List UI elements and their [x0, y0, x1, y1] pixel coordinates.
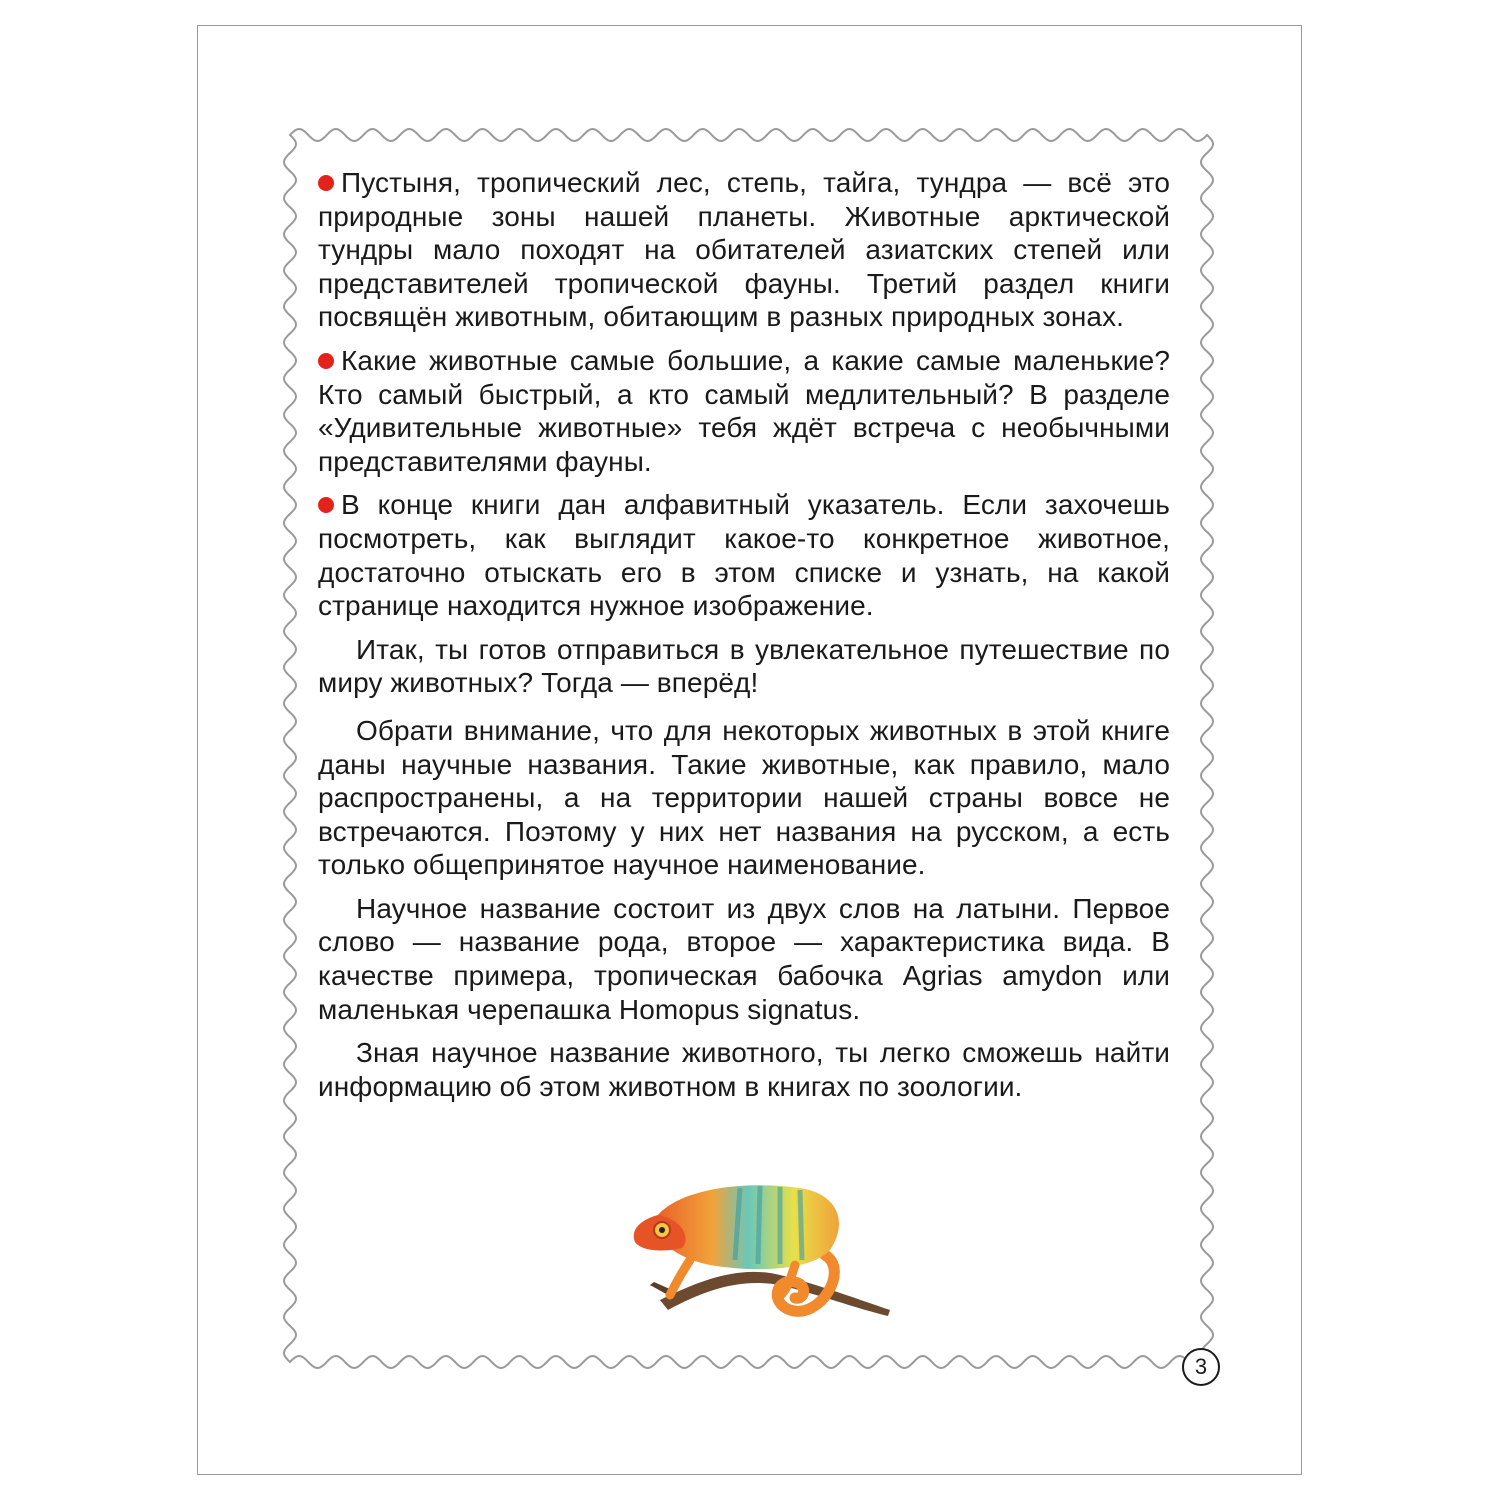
- paragraph-knowledge: Зная научное название животного, ты легко сможешь найти информацию об этом животном в книгах по зоологии.: [318, 1037, 1170, 1102]
- chameleon-illustration: [620, 1160, 900, 1330]
- bullet-icon: [318, 497, 334, 513]
- page-number: 3: [1182, 1348, 1220, 1386]
- text-block: [318, 166, 1170, 1103]
- paragraph-journey: Итак, ты готов отправиться в увлекательное путешествие по миру животных? Тогда — вперёд!: [318, 633, 1170, 699]
- paragraph-zones: Пустыня, тропический лес, степь, тайга, тундра — всё это природные зоны нашей планеты. Животные арктической тундры мало походят на обитателей азиатских степей или представителей тропической фауны. Третий раздел книги посвящён животным, обитающим в разных природных зонах.: [318, 167, 1170, 333]
- paragraph-sizes: Какие животные самые большие, а какие самые маленькие? Кто самый быстрый, а кто самый медлительный? В разделе «Удивительные животные» тебя ждёт встреча с необычными представителями фауны.: [318, 344, 1170, 477]
- paragraph-scientific-names: Обрати внимание, что для некоторых животных в этой книге даны научные названия. Такие животные, как правило, мало распространены, а на территории нашей страны вовсе не встречаются. Поэтому у них нет названия на русском, а есть только общепринятое научное наименование.: [318, 714, 1170, 881]
- bullet-icon: [318, 353, 334, 369]
- bullet-icon: [318, 175, 334, 191]
- paragraph-index: В конце книги дан алфавитный указатель. Если захочешь посмотреть, как выглядит какое-то конкретное животное, достаточно отыскать его в этом списке и узнать, на какой странице находится нужное изображение.: [318, 489, 1170, 622]
- paragraph-latin: Научное название состоит из двух слов на латыни. Первое слово — название рода, второе — характеристика вида. В качестве примера, тропическая бабочка Agrias amydon или маленькая черепашка Homopus signatus.: [318, 892, 1170, 1025]
